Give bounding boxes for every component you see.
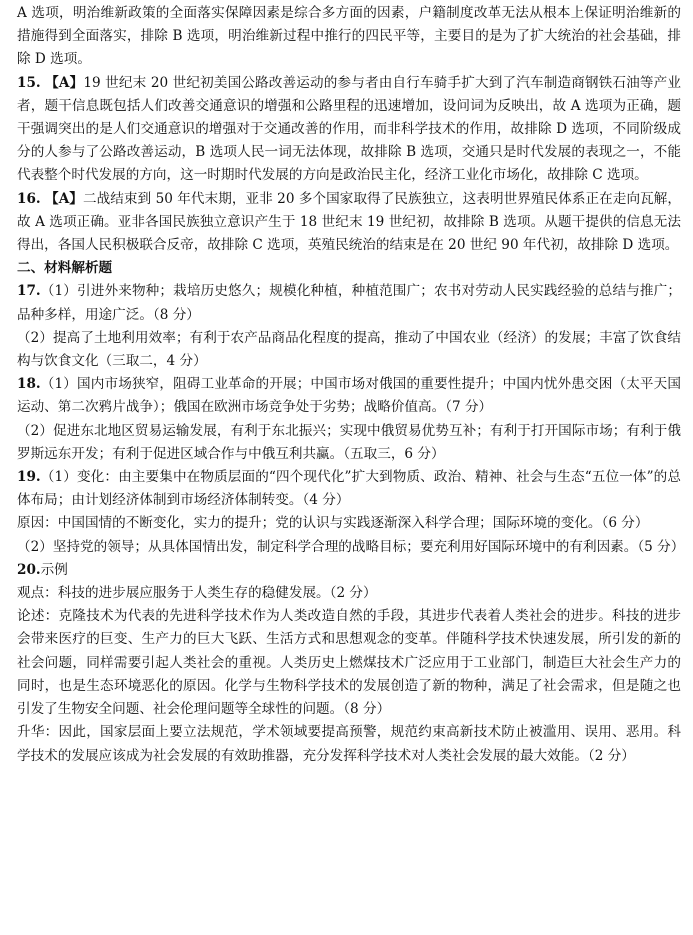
paragraph-q19-reason (17, 512, 681, 535)
paragraph-text: （2）提高了土地利用效率；有利于农产品商品化程度的提高，推动了中国农业（经济）的发展；丰富了饮食结构与饮食文化（三取二，4 分） (17, 329, 681, 370)
question-number: 15. (17, 74, 41, 91)
paragraph-text: 原因：中国国情的不断变化，实力的提升；党的认识与实践逐渐深入科学合理；国际环境的变化。（6 分） (17, 515, 649, 532)
paragraph-text: （1）变化：由主要集中在物质层面的“四个现代化”扩大到物质、政治、精神、社会与生态“五位一体”的总体布局；由计划经济体制到市场经济体制转变。（4 分） (17, 469, 681, 509)
paragraph-q20-viewpoint (17, 582, 681, 605)
paragraph-text: （1）引进外来物种；栽培历史悠久；规模化种植，种植范围广；农书对劳动人民实践经验的总结与推广；品种多样，用途广泛。（8 分） (17, 283, 681, 323)
paragraph-q18-part1 (17, 373, 681, 419)
paragraph-q20 (17, 559, 681, 582)
paragraph-q15 (17, 72, 681, 188)
question-number: 19. (17, 469, 41, 486)
question-number: 16. (17, 190, 41, 207)
paragraph-q19-part1 (17, 466, 681, 512)
paragraph-q20-conclusion (17, 721, 681, 767)
paragraph-text: 升华：因此，国家层面上要立法规范，学术领域要提高预警，规范约束高新技术防止被滥用、误用、恶用。科学技术的发展应该成为社会发展的有效助推器，充分发挥科学技术对人类社会发展的最大效能。（2 分） (17, 724, 681, 764)
paragraph-q18-part2 (17, 420, 681, 466)
paragraph-q20-argument (17, 605, 681, 721)
paragraph-text: 示例 (40, 561, 68, 578)
paragraph-q17-part2 (17, 327, 681, 373)
question-number: 20. (17, 561, 41, 578)
paragraph-q17-part1 (17, 280, 681, 326)
paragraph-text: （2）促进东北地区贸易运输发展，有利于东北振兴；实现中俄贸易优势互补；有利于打开国际市场；有利于俄罗斯远东开发；有利于促进区域合作与中俄互利共赢。（五取三，6 分） (17, 422, 681, 462)
paragraph-q19-part2 (17, 536, 685, 559)
answer-tag: 【A】 (45, 74, 84, 91)
paragraph-text: 19 世纪末 20 世纪初美国公路改善运动的参与者由自行车骑手扩大到了汽车制造商钢铁石油等产业者，题干信息既包括人们改善交通意识的增强和公路里程的迅速增加，设问词为反映出，故 A 选项为正确，题干强调突出的是人们交通意识的增强对于交通改善的作用，而非科学技术的作用，故排除 D 选项，不同阶级成分的人参与了公路改善运动，B 选项人民一词无法体现，故排除 B 选项，交通只是时代发展的表现之一，不能代表整个时代发展的方向，这一时期时代发展的方向是政治民主化，经济工业化市场化，故排除 C 选项。 (17, 74, 681, 184)
paragraph-text: A 选项，明治维新政策的全面落实保障因素是综合多方面的因素，户籍制度改革无法从根本上保证明治维新的措施得到全面落实，排除 B 选项，明治维新过程中推行的四民平等，主要目的是为了扩大统治的社会基础，排除 D 选项。 (17, 5, 681, 68)
paragraph-text: 论述：克隆技术为代表的先进科学技术作为人类改造自然的手段，其进步代表着人类社会的进步。科技的进步会带来医疗的巨变、生产力的巨大飞跃、生活方式和思想观念的变革。伴随科学技术快速发展，所引发的新的社会问题，同样需要引起人类社会的重视。人类历史上燃煤技术广泛应用于工业部门，制造巨大社会生产力的同时，也是生态环境恶化的原因。化学与生物科学技术的发展创造了新的物种，满足了社会需求，但是随之也引发了生物安全问题、社会伦理问题等全球性的问题。（8 分） (17, 608, 681, 718)
question-number: 18. (17, 376, 41, 393)
answer-tag: 【A】 (45, 190, 83, 207)
paragraph-q14-continued (17, 2, 681, 72)
question-number: 17. (17, 283, 41, 300)
paragraph-text: 观点：科技的进步展应服务于人类生存的稳健发展。（2 分） (17, 585, 377, 602)
paragraph-q16 (17, 188, 681, 258)
section-heading: 二、材料解析题 (17, 260, 113, 277)
paragraph-text: （2）坚持党的领导；从具体国情出发，制定科学合理的战略目标；要充利用好国际环境中的有利因素。（5 分） (17, 538, 685, 555)
paragraph-text: （1）国内市场狭窄，阻碍工业革命的开展；中国市场对俄国的重要性提升；中国内忧外患交困（太平天国运动、第二次鸦片战争）；俄国在欧洲市场竞争处于劣势；战略价值高。（7 分） (17, 376, 681, 416)
paragraph-text: 二战结束到 50 年代末期，亚非 20 多个国家取得了民族独立，这表明世界殖民体系正在走向瓦解，故 A 选项正确。亚非各国民族独立意识产生于 18 世纪末 19 世纪初，故排除 B 选项。从题干提供的信息无法得出，各国人民积极联合反帝，故排除 C 选项，英殖民统治的结束是在 20 世纪 90 年代初，故排除 D 选项。 (17, 190, 681, 254)
